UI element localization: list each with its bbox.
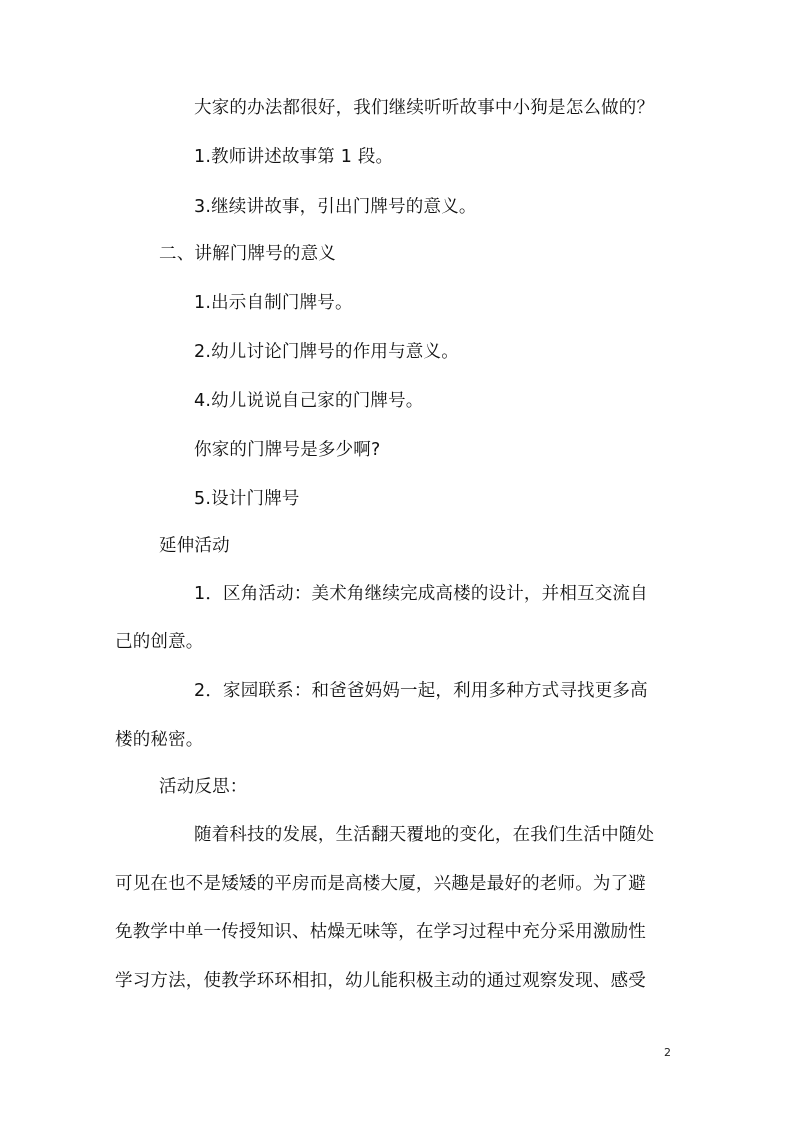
paragraph-line: 你家的门牌号是多少啊?: [194, 440, 381, 460]
list-item: 5.设计门牌号: [194, 489, 300, 509]
page-number: 2: [664, 1046, 671, 1059]
list-item: 3.继续讲故事，引出门牌号的意义。: [194, 197, 477, 217]
list-item: 2.幼儿讨论门牌号的作用与意义。: [194, 342, 459, 362]
paragraph-line: 2．家园联系：和爸爸妈妈一起，利用多种方式寻找更多高: [194, 681, 648, 701]
paragraph-line: 可见在也不是矮矮的平房而是高楼大厦，兴趣是最好的老师。为了避: [115, 874, 646, 894]
paragraph-line: 楼的秘密。: [115, 730, 204, 750]
paragraph-line: 随着科技的发展，生活翻天覆地的变化，在我们生活中随处: [194, 825, 655, 845]
paragraph-line: 大家的办法都很好，我们继续听听故事中小狗是怎么做的？: [194, 98, 655, 118]
list-item: 4.幼儿说说自己家的门牌号。: [194, 391, 424, 411]
section-heading: 延伸活动: [159, 536, 230, 556]
section-heading: 二、讲解门牌号的意义: [159, 244, 336, 264]
paragraph-line: 1．区角活动：美术角继续完成高楼的设计，并相互交流自: [194, 584, 648, 604]
list-item: 1.出示自制门牌号。: [194, 293, 353, 313]
list-item: 1.教师讲述故事第 1 段。: [194, 147, 394, 167]
paragraph-line: 免教学中单一传授知识、枯燥无味等，在学习过程中充分采用激励性: [115, 922, 646, 942]
section-heading: 活动反思：: [159, 777, 248, 797]
paragraph-line: 己的创意。: [115, 632, 204, 652]
paragraph-line: 学习方法，使教学环环相扣，幼儿能积极主动的通过观察发现、感受: [115, 971, 646, 991]
